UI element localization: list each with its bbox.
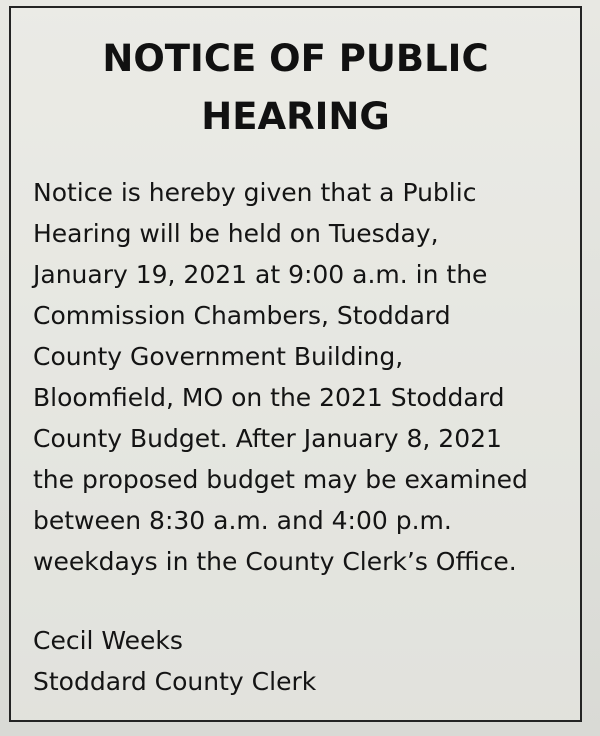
notice-title-line-2: HEARING (201, 95, 390, 138)
signer-name: Cecil Weeks (33, 626, 183, 655)
notice-signature (33, 620, 316, 702)
signer-title: Stoddard County Clerk (33, 667, 317, 696)
notice-title-line-1: NOTICE OF PUBLIC (102, 37, 489, 80)
notice-title (11, 30, 580, 146)
notice-body: Notice is hereby given that a Public Hearing will be held on Tuesday, January 19, 2021 at 9:00 a.m. in the Commission Chambers, Stoddard County Government Building, Bloomfield, MO on the 2021 Stoddard County Budget. After January 8, 2021 the proposed budget may be examined between 8:30 a.m. and 4:00 p.m. weekdays in the County Clerk’s Office. (33, 178, 528, 576)
public-notice-box (9, 6, 582, 722)
